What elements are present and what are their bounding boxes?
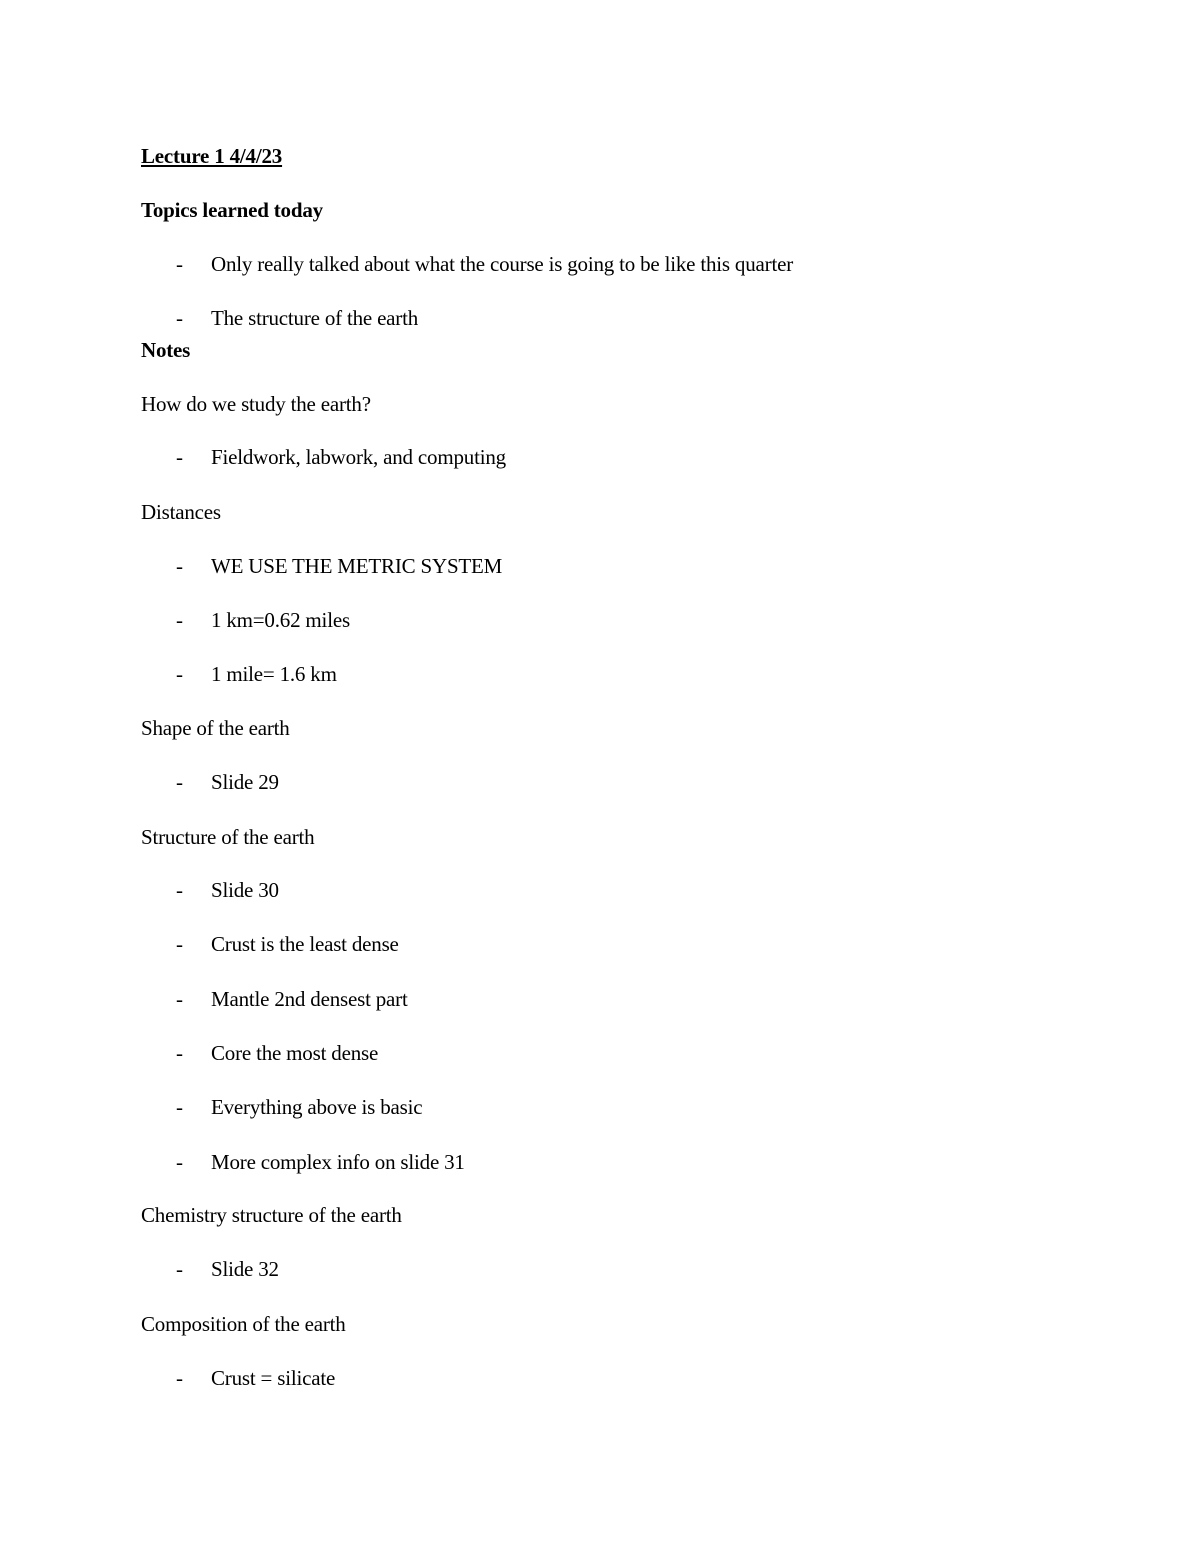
list-item-text: Only really talked about what the course is going to be like this quarter [211, 252, 793, 276]
list-item-text: Everything above is basic [211, 1095, 423, 1119]
section-heading: Chemistry structure of the earth [141, 1203, 402, 1227]
list-item-text: Crust = silicate [211, 1366, 336, 1390]
bullet-dash: - [176, 1095, 183, 1119]
bullet-dash: - [176, 1257, 183, 1281]
bullet-dash: - [176, 662, 183, 686]
section-heading: Shape of the earth [141, 716, 290, 740]
list-item-text: Fieldwork, labwork, and computing [211, 445, 506, 469]
list-item-text: 1 mile= 1.6 km [211, 662, 337, 686]
notes-heading: Notes [141, 338, 191, 362]
bullet-dash: - [176, 1041, 183, 1065]
section-heading: Distances [141, 500, 221, 524]
bullet-dash: - [176, 445, 183, 469]
bullet-dash: - [176, 608, 183, 632]
section-heading: Structure of the earth [141, 825, 315, 849]
topics-heading: Topics learned today [141, 198, 323, 222]
bullet-dash: - [176, 1366, 183, 1390]
list-item-text: Slide 29 [211, 770, 279, 794]
list-item-text: More complex info on slide 31 [211, 1150, 465, 1174]
list-item-text: 1 km=0.62 miles [211, 608, 350, 632]
bullet-dash: - [176, 252, 183, 276]
section-heading: How do we study the earth? [141, 392, 371, 416]
list-item-text: Mantle 2nd densest part [211, 987, 408, 1011]
list-item-text: Slide 30 [211, 878, 279, 902]
list-item-text: Slide 32 [211, 1257, 279, 1281]
lecture-title: Lecture 1 4/4/23 [141, 144, 283, 168]
bullet-dash: - [176, 932, 183, 956]
list-item-text: Crust is the least dense [211, 932, 399, 956]
list-item-text: WE USE THE METRIC SYSTEM [211, 554, 503, 578]
list-item-text: Core the most dense [211, 1041, 379, 1065]
bullet-dash: - [176, 770, 183, 794]
list-item-text: The structure of the earth [211, 306, 419, 330]
bullet-dash: - [176, 1150, 183, 1174]
bullet-dash: - [176, 878, 183, 902]
bullet-dash: - [176, 987, 183, 1011]
bullet-dash: - [176, 306, 183, 330]
section-heading: Composition of the earth [141, 1312, 346, 1336]
bullet-dash: - [176, 554, 183, 578]
